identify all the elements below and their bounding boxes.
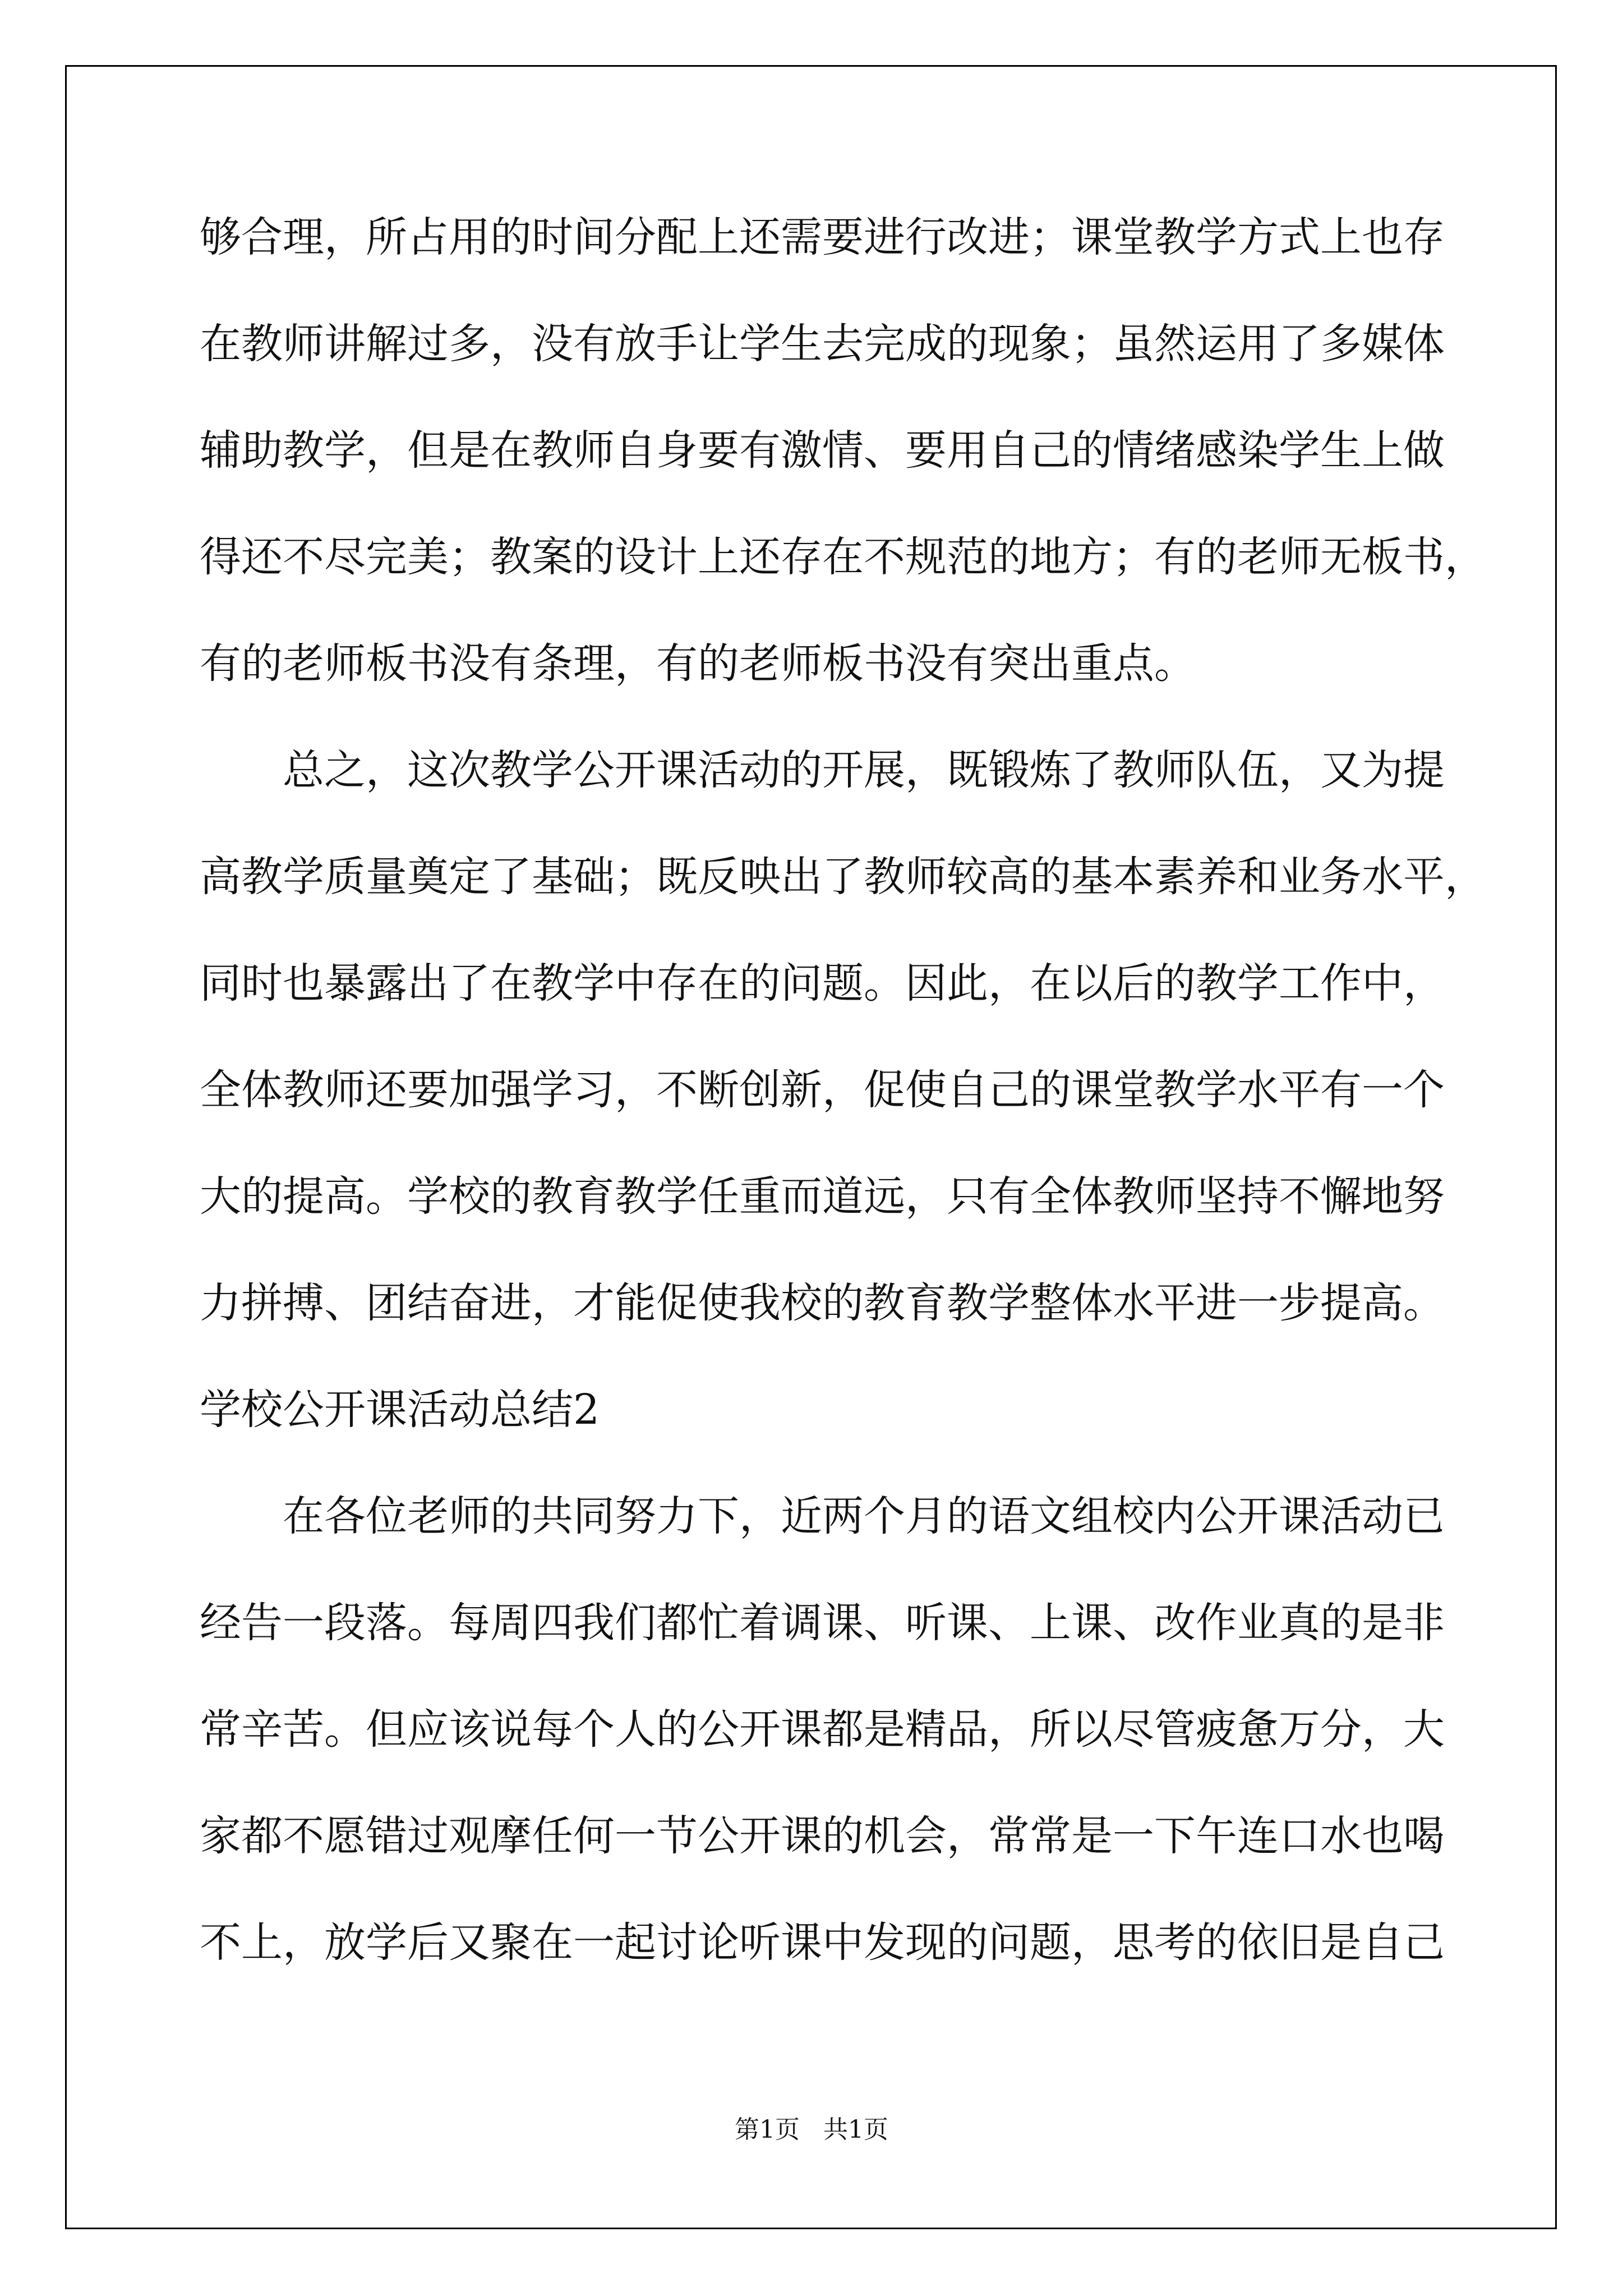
text-line: 总之，这次教学公开课活动的开展，既锻炼了教师队伍，又为提 bbox=[283, 746, 1445, 794]
text-line: 得还不尽完美；教案的设计上还存在不规范的地方；有的老师无板书， bbox=[200, 533, 1486, 581]
paragraph-1 bbox=[200, 212, 1486, 745]
section-heading: 学校公开课活动总结2 bbox=[200, 1386, 600, 1434]
text-line: 经告一段落。每周四我们都忙着调课、听课、上课、改作业真的是非 bbox=[200, 1599, 1445, 1647]
document-body bbox=[200, 212, 1486, 2024]
text-line: 同时也暴露出了在教学中存在的问题。因此，在以后的教学工作中， bbox=[200, 959, 1445, 1007]
paragraph-3 bbox=[200, 1491, 1445, 2024]
text-line: 辅助教学，但是在教师自身要有激情、要用自己的情绪感染学生上做 bbox=[200, 426, 1445, 475]
paragraph-2 bbox=[200, 745, 1486, 1384]
text-line: 在教师讲解过多，没有放手让学生去完成的现象；虽然运用了多媒体 bbox=[200, 320, 1445, 368]
text-line: 大的提高。学校的教育教学任重而道远，只有全体教师坚持不懈地努 bbox=[200, 1172, 1445, 1221]
page-footer bbox=[0, 2109, 1623, 2145]
text-line: 在各位老师的共同努力下，近两个月的语文组校内公开课活动已 bbox=[283, 1492, 1445, 1540]
footer-spacer bbox=[800, 2115, 823, 2144]
text-line: 高教学质量奠定了基础；既反映出了教师较高的基本素养和业务水平， bbox=[200, 853, 1486, 901]
text-line: 常辛苦。但应该说每个人的公开课都是精品，所以尽管疲惫万分，大 bbox=[200, 1705, 1445, 1754]
text-line: 够合理，所占用的时间分配上还需要进行改进；课堂教学方式上也存 bbox=[200, 213, 1445, 261]
text-line: 不上，放学后又聚在一起讨论听课中发现的问题，思考的依旧是自己 bbox=[200, 1918, 1445, 1967]
text-line: 全体教师还要加强学习，不断创新，促使自己的课堂教学水平有一个 bbox=[200, 1066, 1445, 1114]
text-line: 力拼搏、团结奋进，才能促使我校的教育教学整体水平进一步提高。 bbox=[200, 1279, 1445, 1327]
text-line: 有的老师板书没有条理，有的老师板书没有突出重点。 bbox=[200, 639, 1196, 688]
text-line: 家都不愿错过观摩任何一节公开课的机会，常常是一下午连口水也喝 bbox=[200, 1812, 1445, 1860]
page-number: 第1页 bbox=[735, 2115, 800, 2144]
total-pages: 共1页 bbox=[823, 2115, 888, 2144]
